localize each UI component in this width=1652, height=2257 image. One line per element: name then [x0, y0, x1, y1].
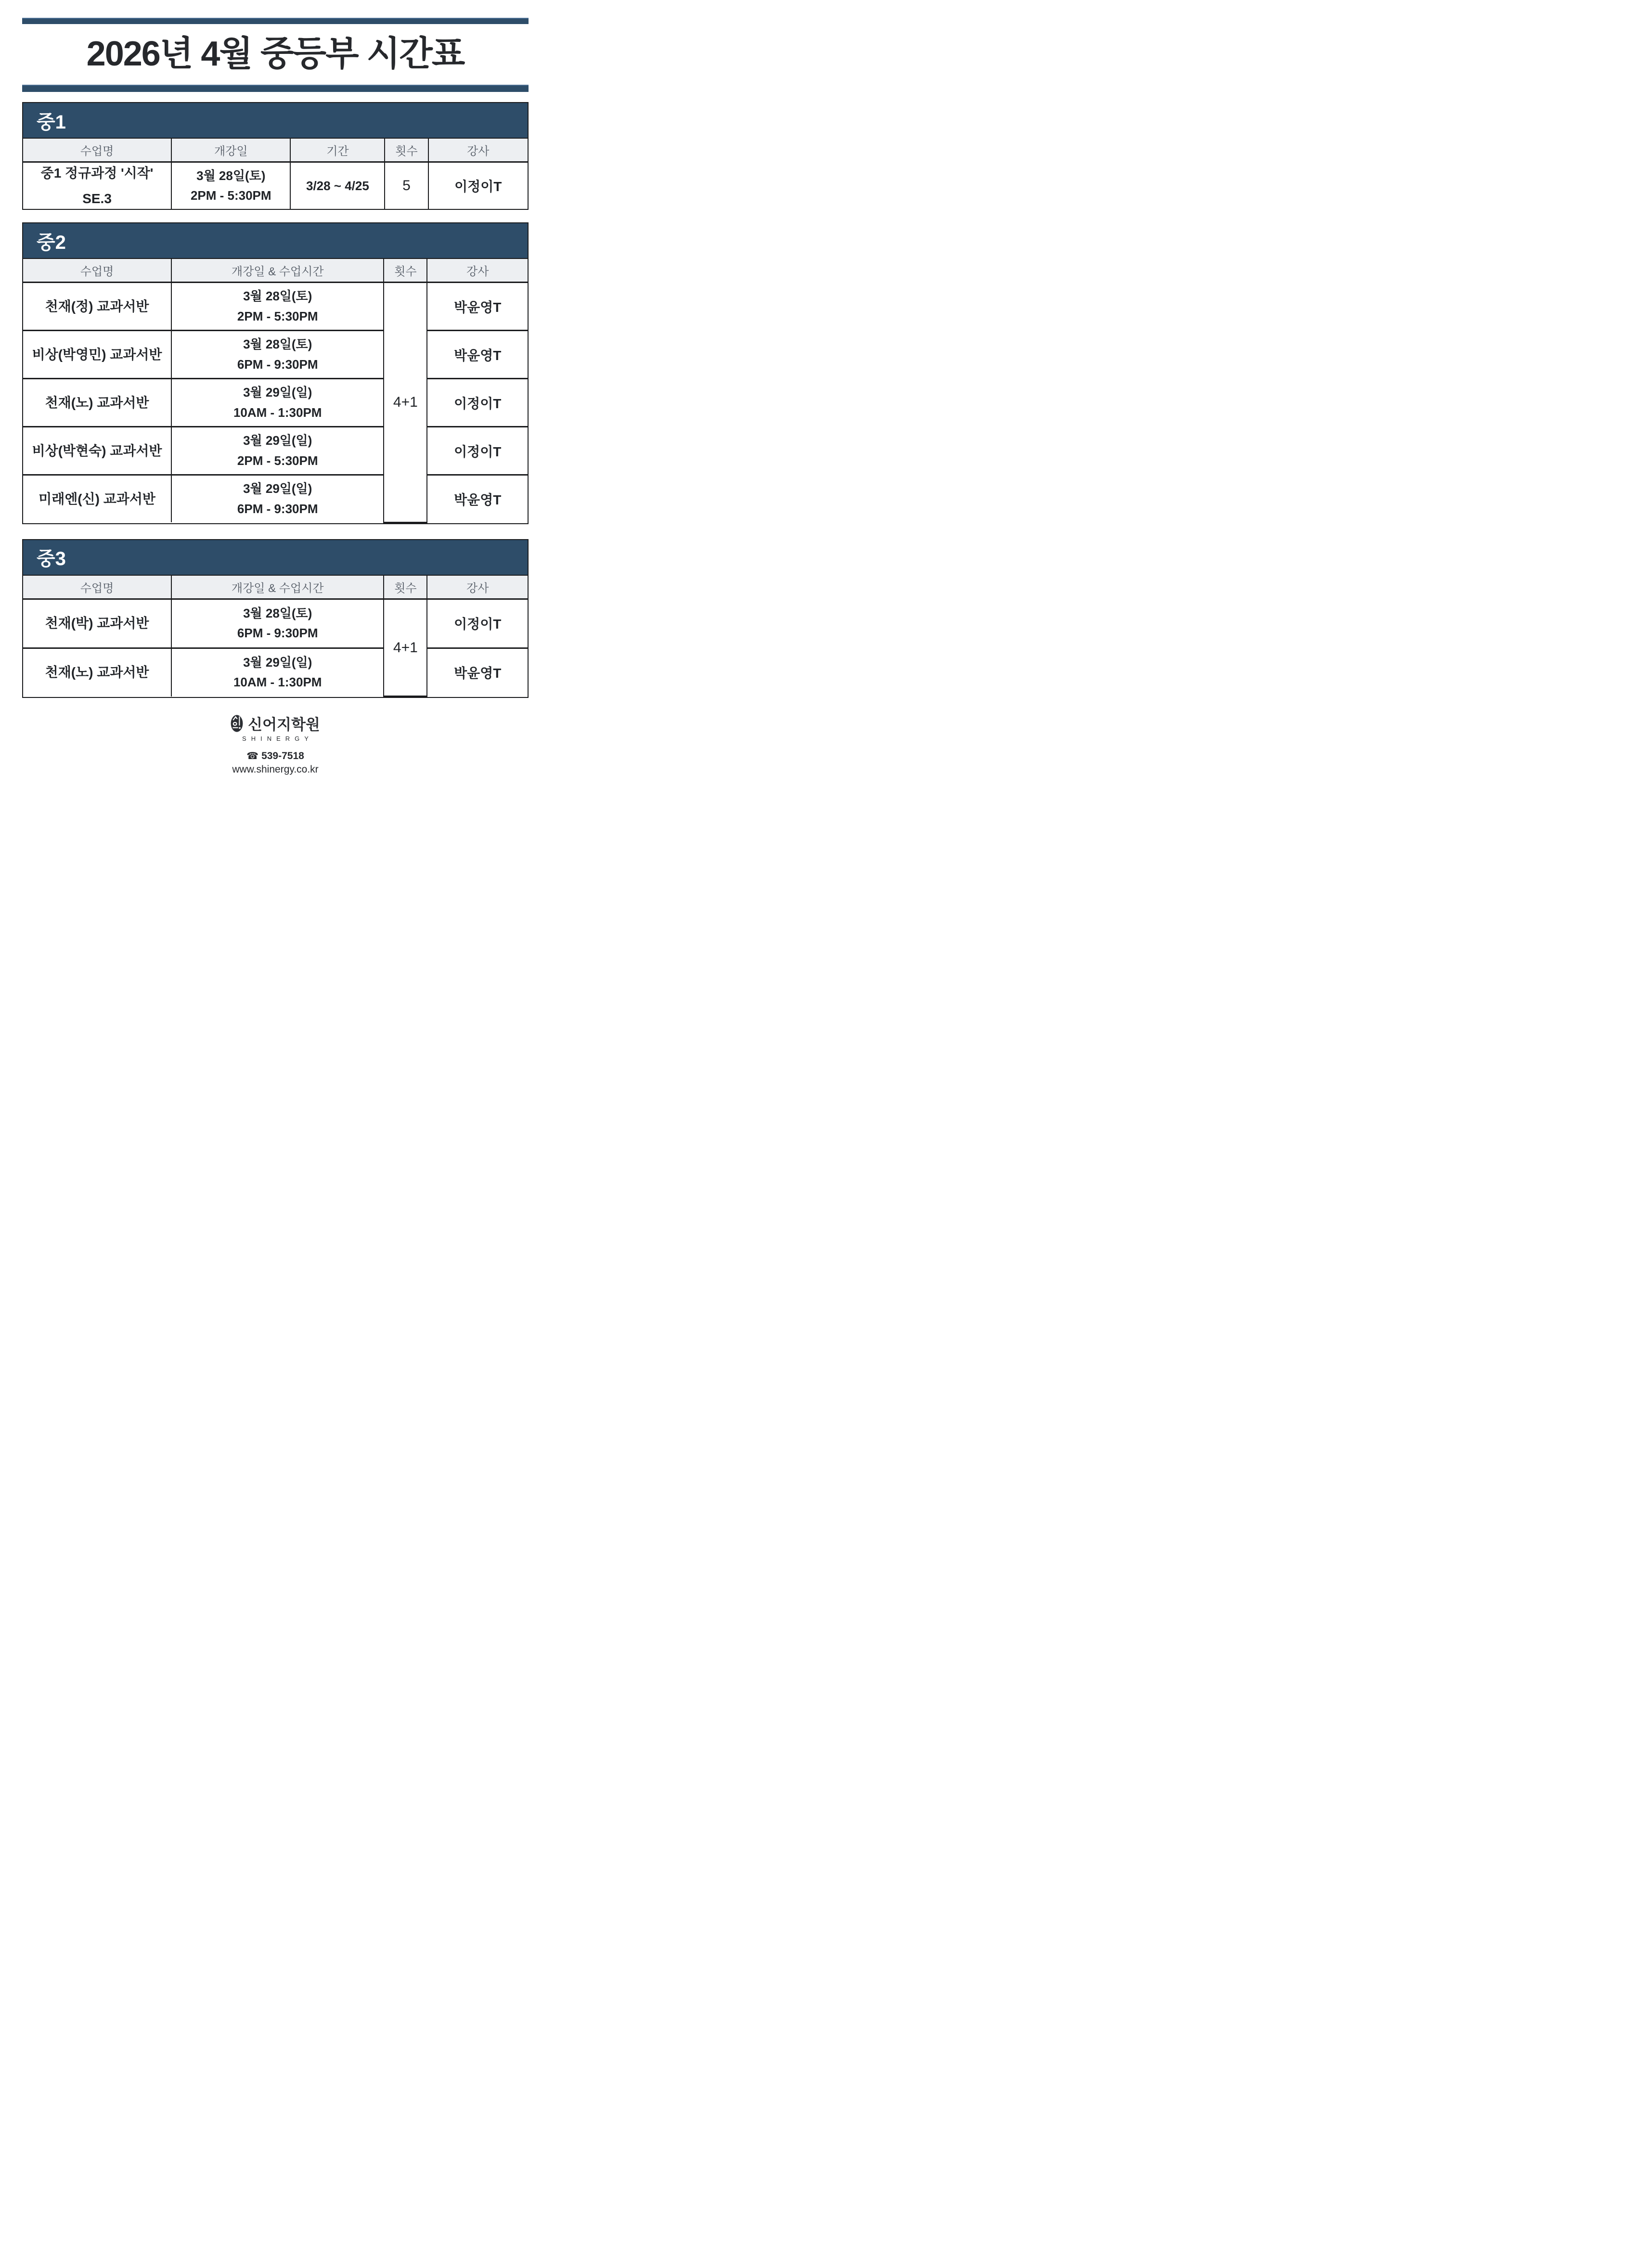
start-date-cell: 3월 29일(일) 2PM - 5:30PM	[171, 427, 384, 475]
table-row	[23, 427, 528, 475]
start-date-cell: 3월 28일(토) 6PM - 9:30PM	[171, 331, 384, 379]
grade-1-title: 중1	[23, 103, 528, 139]
footer	[22, 712, 529, 775]
grade-1-header-row	[23, 139, 528, 162]
class-name-cell: 미래엔(신) 교과서반	[23, 475, 171, 523]
count-cell: 5	[385, 162, 428, 209]
table-row	[23, 379, 528, 427]
grade-1-table	[23, 139, 528, 209]
teacher-cell: 박윤영T	[427, 283, 528, 331]
start-date-cell: 3월 29일(일) 10AM - 1:30PM	[171, 648, 384, 696]
shinergy-logo-icon	[231, 715, 243, 732]
col-header-start-date: 개강일	[171, 139, 290, 162]
teacher-cell: 이정이T	[427, 427, 528, 475]
table-row	[23, 283, 528, 331]
table-row	[23, 475, 528, 523]
col-header-teacher: 강사	[427, 259, 528, 283]
grade-3-title: 중3	[23, 540, 528, 576]
table-row	[23, 648, 528, 696]
class-name-line2: SE.3	[82, 191, 112, 206]
start-date-cell: 3월 28일(토) 6PM - 9:30PM	[171, 599, 384, 648]
grade-2-header-row	[23, 259, 528, 283]
col-header-count: 횟수	[385, 139, 428, 162]
class-name-cell: 천재(노) 교과서반	[23, 379, 171, 427]
class-name-cell: 천재(노) 교과서반	[23, 648, 171, 696]
class-name-cell: 천재(정) 교과서반	[23, 283, 171, 331]
title-divider-bar	[22, 85, 529, 92]
col-header-class-name: 수업명	[23, 576, 171, 599]
table-row	[23, 162, 528, 209]
top-accent-bar	[22, 18, 529, 24]
page	[22, 18, 529, 775]
grade-3-table	[23, 576, 528, 697]
logo-row	[22, 712, 529, 734]
table-row	[23, 599, 528, 648]
teacher-cell: 박윤영T	[427, 331, 528, 379]
class-name-line1: 중1 정규과정 '시작'	[40, 165, 154, 181]
class-name-cell: 비상(박영민) 교과서반	[23, 331, 171, 379]
brand-name: SHINERGY	[242, 735, 313, 743]
class-name-cell: 비상(박현숙) 교과서반	[23, 427, 171, 475]
phone-icon: ☎	[246, 751, 259, 762]
col-header-start-date-time: 개강일 & 수업시간	[171, 259, 384, 283]
teacher-cell: 박윤영T	[427, 475, 528, 523]
col-header-teacher: 강사	[427, 576, 528, 599]
teacher-cell: 박윤영T	[427, 648, 528, 696]
count-merged-cell: 4+1	[384, 599, 427, 696]
academy-name: 신어지학원	[248, 716, 320, 734]
teacher-cell: 이정이T	[427, 379, 528, 427]
section-grade-2	[22, 222, 529, 524]
count-merged-cell: 4+1	[384, 283, 427, 523]
teacher-cell: 이정이T	[427, 599, 528, 648]
grade-2-title: 중2	[23, 223, 528, 259]
grade-2-table	[23, 259, 528, 523]
col-header-start-date-time: 개강일 & 수업시간	[171, 576, 384, 599]
col-header-class-name: 수업명	[23, 139, 171, 162]
class-name-cell: 천재(박) 교과서반	[23, 599, 171, 648]
class-name-cell	[23, 162, 171, 209]
phone-number: 539-7518	[261, 750, 304, 762]
col-header-class-name: 수업명	[23, 259, 171, 283]
col-header-period: 기간	[290, 139, 385, 162]
page-title: 2026년 4월 중등부 시간표	[86, 35, 465, 73]
phone-row	[22, 750, 529, 762]
start-date-cell: 3월 28일(토) 2PM - 5:30PM	[171, 162, 290, 209]
website-url: www.shinergy.co.kr	[232, 764, 319, 775]
grade-3-header-row	[23, 576, 528, 599]
section-grade-3	[22, 539, 529, 698]
teacher-cell: 이정이T	[428, 162, 528, 209]
col-header-count: 횟수	[384, 576, 427, 599]
start-date-cell: 3월 29일(일) 6PM - 9:30PM	[171, 475, 384, 523]
section-grade-1	[22, 102, 529, 210]
start-date-cell: 3월 28일(토) 2PM - 5:30PM	[171, 283, 384, 331]
col-header-teacher: 강사	[428, 139, 528, 162]
table-row	[23, 331, 528, 379]
start-date-cell: 3월 29일(일) 10AM - 1:30PM	[171, 379, 384, 427]
col-header-count: 횟수	[384, 259, 427, 283]
period-cell: 3/28 ~ 4/25	[290, 162, 385, 209]
